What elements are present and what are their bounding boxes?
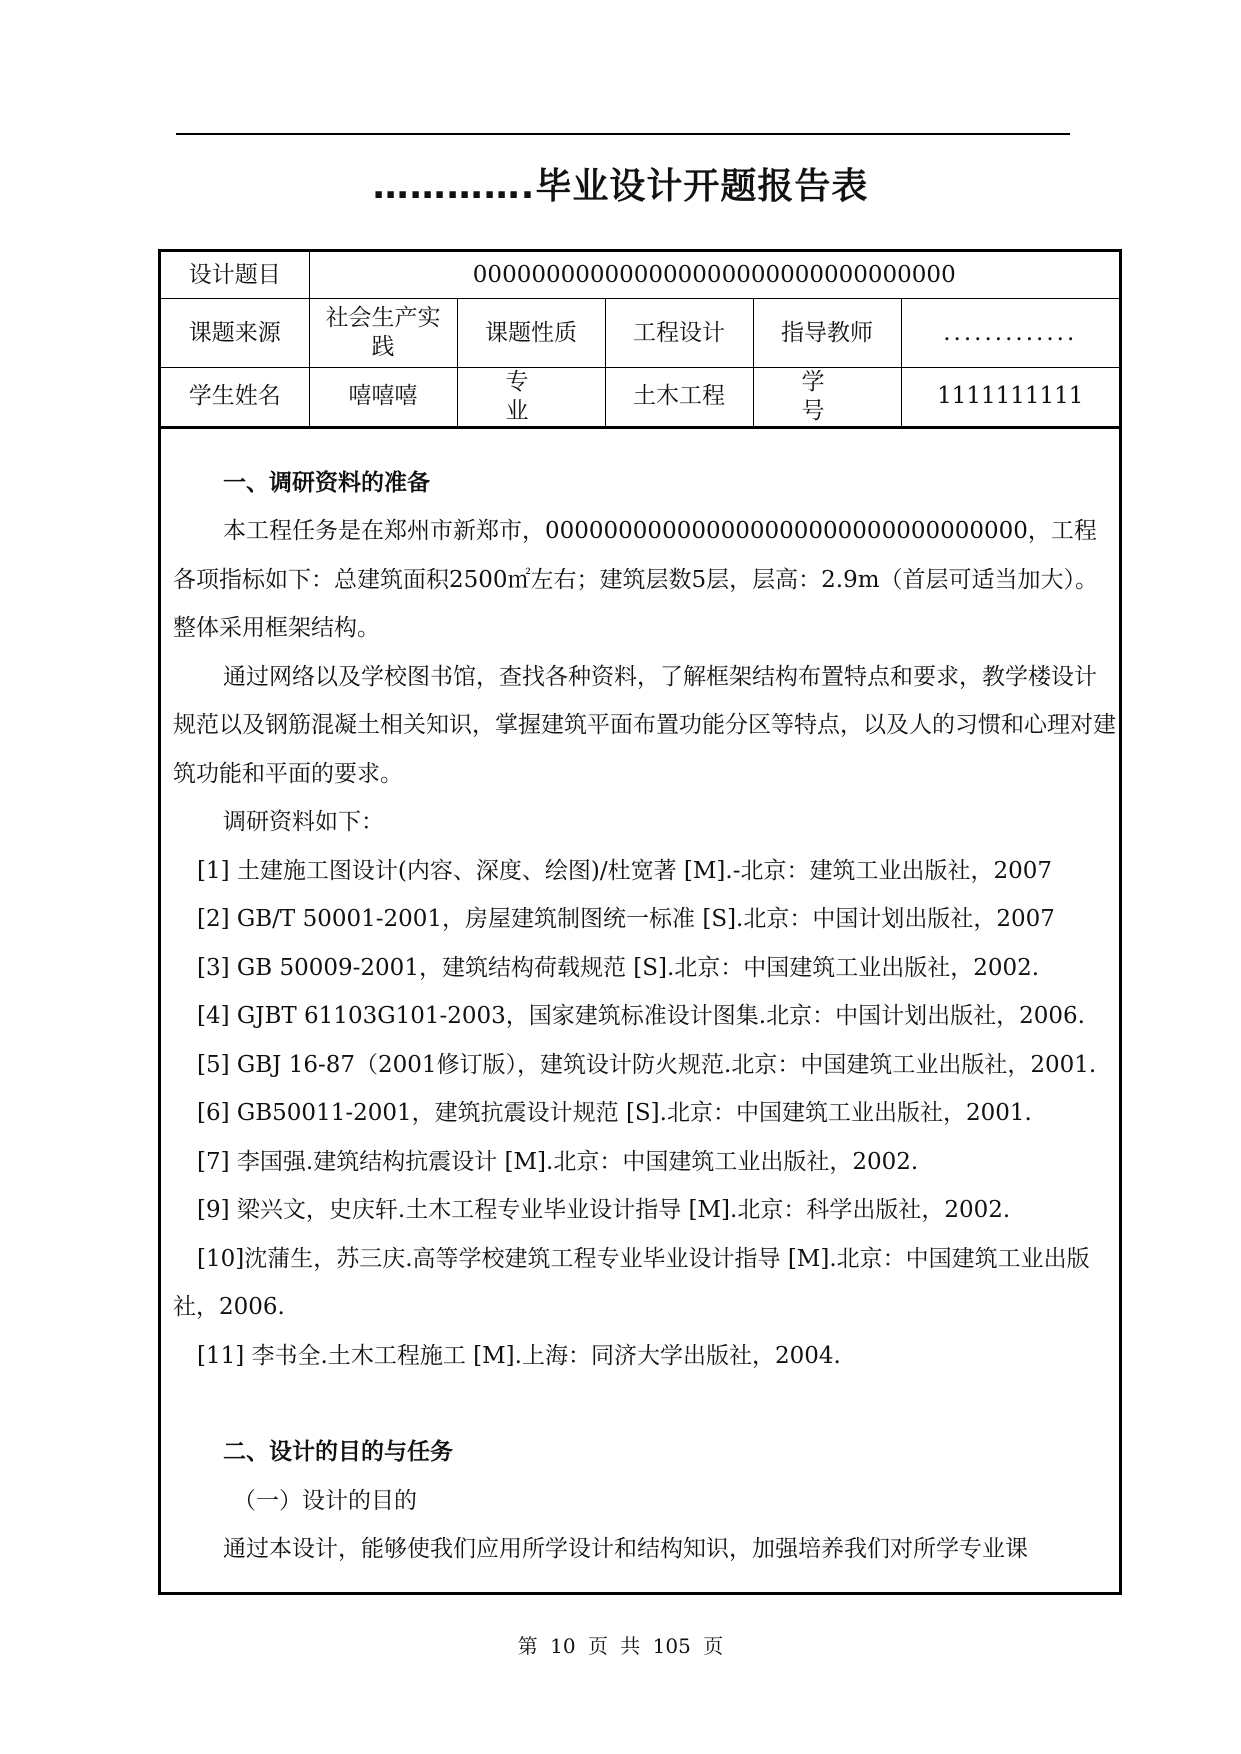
topic-source-label: 课题来源 xyxy=(161,299,309,368)
paragraph: 通过本设计，能够使我们应用所学设计和结构知识，加强培养我们对所学专业课 xyxy=(223,1536,1028,1562)
page-footer: 第 10 页 共 105 页 xyxy=(517,1634,724,1658)
table-row xyxy=(161,252,1119,299)
reference-item: [1] 土建施工图设计(内容、深度、绘图)/杜宽著 [M].-北京：建筑工业出版社，2007 xyxy=(197,857,1053,884)
reference-item: [7] 李国强.建筑结构抗震设计 [M].北京：中国建筑工业出版社，2002. xyxy=(197,1148,919,1175)
paragraph: 通过网络以及学校图书馆，查找各种资料，了解框架结构布置特点和要求，教学楼设计规范以及钢筋混凝土相关知识，掌握建筑平面布置功能分区等特点，以及人的习惯和心理对建筑功能和平面的要求。 xyxy=(173,663,1116,787)
student-name-label: 学生姓名 xyxy=(161,368,309,428)
table-row xyxy=(161,368,1119,428)
advisor-label: 指导教师 xyxy=(753,299,901,368)
student-id-value: 1111111111 xyxy=(901,368,1119,428)
reference-item: [6] GB50011-2001，建筑抗震设计规范 [S].北京：中国建筑工业出版社，2001. xyxy=(197,1100,1032,1126)
reference-item: [2] GB/T 50001-2001，房屋建筑制图统一标准 [S].北京：中国计划出版社，2007 xyxy=(197,906,1055,932)
info-table xyxy=(161,252,1119,429)
reference-item: [9] 梁兴文，史庆轩.土木工程专业毕业设计指导 [M].北京：科学出版社，2002. xyxy=(197,1197,1011,1223)
major-label: 专 业 xyxy=(457,368,605,428)
reference-item: [4] GJBT 61103G101-2003，国家建筑标准设计图集.北京：中国计划出版社，2006. xyxy=(197,1003,1085,1029)
report-content xyxy=(161,429,1119,1574)
report-form xyxy=(158,249,1122,1595)
paragraph: 本工程任务是在郑州市新郑市，000000000000000000000000000000000，工程各项指标如下：总建筑面积2500㎡左右；建筑层数5层，层高：2.9m（首层可适当加大）。整体采用框架结构。 xyxy=(173,518,1099,641)
topic-source-value: 社会生产实践 xyxy=(309,299,457,368)
section-heading: 一、调研资料的准备 xyxy=(223,469,430,496)
page-title: ………….毕业设计开题报告表 xyxy=(372,166,869,207)
student-id-label: 学 号 xyxy=(753,368,901,428)
reference-item: [11] 李书全.土木工程施工 [M].上海：同济大学出版社，2004. xyxy=(197,1342,841,1369)
header-rule xyxy=(176,133,1070,135)
section-heading: 二、设计的目的与任务 xyxy=(223,1439,453,1465)
paragraph: 调研资料如下： xyxy=(223,809,384,835)
subsection-heading: （一）设计的目的 xyxy=(233,1487,417,1514)
spacer xyxy=(173,1380,1119,1428)
reference-item: [10]沈蒲生，苏三庆.高等学校建筑工程专业毕业设计指导 [M].北京：中国建筑工业出版社，2006. xyxy=(173,1245,1090,1320)
advisor-value: ............. xyxy=(901,299,1119,368)
table-row xyxy=(161,299,1119,368)
topic-nature-label: 课题性质 xyxy=(457,299,605,368)
topic-nature-value: 工程设计 xyxy=(605,299,753,368)
student-name-value: 嘻嘻嘻 xyxy=(309,368,457,428)
design-topic-label: 设计题目 xyxy=(161,252,309,299)
major-value: 土木工程 xyxy=(605,368,753,428)
reference-item: [3] GB 50009-2001，建筑结构荷载规范 [S].北京：中国建筑工业出版社，2002. xyxy=(197,954,1040,981)
reference-item: [5] GBJ 16-87（2001修订版），建筑设计防火规范.北京：中国建筑工业出版社，2001. xyxy=(197,1051,1097,1078)
design-topic-value: 000000000000000000000000000000000 xyxy=(309,252,1119,299)
